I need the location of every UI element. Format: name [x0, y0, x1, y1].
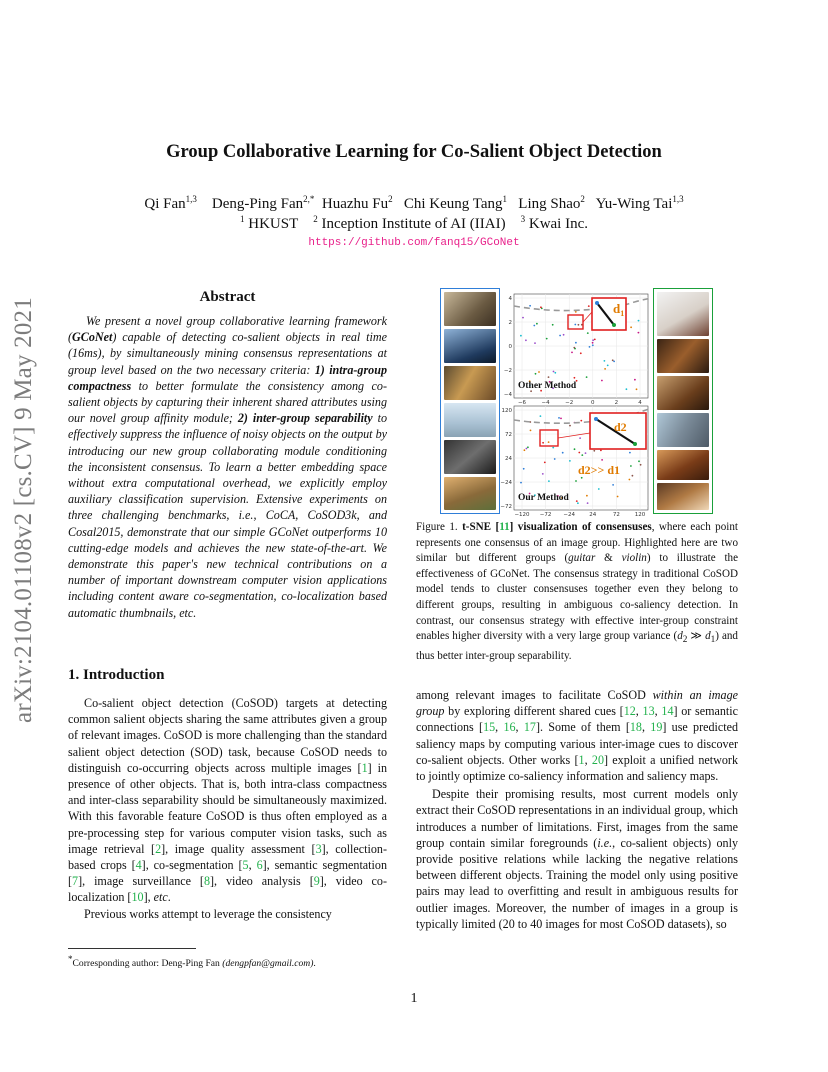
- consensus-point: [574, 448, 576, 450]
- consensus-point: [593, 450, 595, 452]
- consensus-point: [544, 462, 546, 464]
- consensus-point: [540, 306, 542, 308]
- consensus-point: [530, 430, 532, 432]
- guitar-photo-3: [444, 366, 496, 400]
- consensus-point: [538, 371, 540, 373]
- d2-label: d2: [614, 420, 627, 434]
- consensus-point: [581, 454, 583, 456]
- consensus-point: [563, 334, 565, 336]
- intro-heading: 1. Introduction: [68, 667, 165, 683]
- guitar-photo-5: [444, 440, 496, 474]
- consensus-point: [638, 460, 640, 462]
- consensus-point: [577, 502, 579, 504]
- x-tick-label: −120: [514, 512, 530, 516]
- consensus-point: [612, 359, 614, 361]
- figure-1-caption: Figure 1. t-SNE [11] visualization of consensuses, where each point represents one consensus of an image group. Highlighted here are two similar but different groups (guitar & violin) to illustrate the effectiveness of GCoNet. The consensus strategy in traditional CoSOD model tends to cluster consensuses together even they belong to different groups, resulting in ambiguous co-saliency detection. In contrast, our consensus strategy with effective inter-group constraint enables higher diversity with a very large group variance ($d_2$ ≫ $d_1$) and thus better inter-group separability.: [416, 521, 739, 662]
- x-tick-label: 72: [612, 512, 620, 516]
- d1-label: $d_1$: [613, 301, 625, 318]
- consensus-point: [574, 377, 576, 379]
- consensus-point: [522, 317, 524, 319]
- our-method-label: Our Method: [518, 493, 569, 503]
- paper-title: Group Collaborative Learning for Co-Salient Object Detection: [166, 142, 662, 162]
- intro-paragraph-2: Previous works attempt to leverage the consistency: [84, 906, 332, 921]
- abstract-body: [68, 313, 387, 621]
- consensus-point: [629, 452, 631, 454]
- consensus-point: [542, 473, 544, 475]
- violin-photo-1: [657, 292, 709, 336]
- consensus-point: [548, 480, 550, 482]
- consensus-point: [542, 442, 544, 444]
- consensus-point: [569, 460, 571, 462]
- consensus-point: [636, 388, 638, 390]
- consensus-point: [559, 335, 561, 337]
- consensus-point: [578, 324, 580, 326]
- y-tick-label: 0: [508, 344, 512, 350]
- consensus-point: [548, 376, 550, 378]
- intro-right-column: [416, 687, 738, 932]
- consensus-point: [629, 479, 631, 481]
- consensus-point: [588, 305, 590, 307]
- abstract-paragraph: We present a novel group collaborative learning framework (GCoNet) capable of detecting co-salient objects in real time (16ms), by simultaneously mining consensus representations at group level based on the two necessary criteria: 1) intra-group compactness to better formulate the consistency among co-salient objects by capturing their inherent shared attributes using our novel group affinity module; 2) inter-group separability to effectively suppress the influence of noisy objects on the output by introducing our new group collaborating module conditioning the inconsistent consensus. To learn a better embedding space without extra computational overhead, we explicitly employ auxiliary classification supervision. Extensive experiments on three challenging benchmarks, i.e., CoCA, CoSOD3k, and Cosal2015, demonstrate that our simple GCoNet outperforms 10 cutting-edge models and achieves the new state-of-the-art. We demonstrate this paper's new technical contributions on a number of important downstream computer vision applications including content aware co-segmentation, co-localization based automatic thumbnails, etc.: [68, 314, 387, 620]
- x-tick-label: 4: [638, 400, 642, 406]
- page-number: 1: [410, 991, 418, 1006]
- consensus-point: [594, 339, 596, 341]
- consensus-point: [554, 372, 556, 374]
- consensus-point: [592, 342, 594, 344]
- d1-endpoint-green: [612, 323, 616, 327]
- consensus-point: [604, 360, 606, 362]
- violin-photo-3: [657, 376, 709, 410]
- consensus-point: [592, 344, 594, 346]
- tsne-plots: [500, 288, 653, 516]
- consensus-point: [536, 323, 538, 325]
- consensus-point: [613, 361, 615, 363]
- consensus-point: [586, 376, 588, 378]
- consensus-point: [553, 371, 555, 373]
- violin-photo-5: [657, 450, 709, 480]
- consensus-point: [626, 388, 628, 390]
- consensus-point: [562, 452, 564, 454]
- y-tick-label: 120: [501, 408, 512, 414]
- guitar-photo-6: [444, 477, 496, 510]
- consensus-point: [589, 346, 591, 348]
- x-tick-label: −24: [563, 512, 576, 516]
- x-tick-label: 24: [589, 512, 597, 516]
- consensus-point: [548, 441, 550, 443]
- consensus-point: [520, 482, 522, 484]
- y-tick-label: 4: [508, 296, 512, 302]
- consensus-point: [569, 425, 571, 427]
- consensus-point: [571, 352, 573, 354]
- consensus-point: [533, 325, 535, 327]
- figure-1: [440, 288, 716, 516]
- consensus-point: [630, 326, 632, 328]
- guitar-photo-4: [444, 403, 496, 437]
- d2-endpoint-blue: [594, 417, 598, 421]
- x-tick-label: −2: [565, 400, 574, 406]
- consensus-point: [598, 488, 600, 490]
- abstract-heading: Abstract: [199, 289, 256, 305]
- violin-photo-6: [657, 483, 709, 510]
- consensus-point: [534, 342, 536, 344]
- consensus-point: [576, 500, 578, 502]
- consensus-point: [540, 415, 542, 417]
- consensus-point: [526, 448, 528, 450]
- consensus-point: [529, 305, 531, 307]
- consensus-point: [573, 347, 575, 349]
- consensus-point: [617, 496, 619, 498]
- consensus-point: [581, 477, 583, 479]
- consensus-point: [604, 368, 606, 370]
- consensus-point: [587, 502, 589, 504]
- consensus-point: [601, 459, 603, 461]
- y-tick-label: 2: [508, 320, 512, 326]
- arxiv-stamp: arXiv:2104.01108v2 [cs.CV] 9 May 2021: [10, 297, 37, 723]
- footnote-rule: [68, 948, 196, 949]
- x-tick-label: 120: [634, 512, 646, 516]
- x-tick-label: −72: [539, 512, 552, 516]
- d2-gg-d1-label: d2>> d1: [578, 463, 621, 477]
- y-tick-label: −2: [503, 368, 512, 374]
- x-tick-label: 0: [591, 400, 595, 406]
- consensus-point: [523, 468, 525, 470]
- intro-paragraph-3: among relevant images to facilitate CoSOD within an image group by exploring different shared cues [12, 13, 14] or semantic connections [15, 16, 17]. Some of them [18, 19] use predicted saliency maps by computing various inter-image cues to discover co-salient objects. Other works [1, 20] exploit a unified network to jointly optimize co-saliency information and saliency maps.: [416, 688, 739, 784]
- consensus-point: [575, 311, 577, 313]
- d2-endpoint-green: [633, 442, 637, 446]
- intro-paragraph-1: Co-salient object detection (CoSOD) targets at detecting common salient objects sharing the same attributes given a group of relevant images. CoSOD is more challenging than the standard salient object detection (SOD) task, because CoSOD needs to distinguish co-occurring objects across multiple images [1] in presence of other objects. That is, both intra-class compactness and inter-class separability should be simultaneously maximized. With this favorable feature CoSOD is thus often employed as a pre-processing step for various computer vision tasks, such as image retrieval [2], image quality assessment [3], collection-based crops [4], co-segmentation [5, 6], semantic segmentation [7], image surveillance [8], video analysis [9], video co-localization [10], etc.: [68, 696, 387, 905]
- other-method-label: Other Method: [518, 381, 577, 391]
- intro-left-column: [68, 695, 387, 922]
- consensus-point: [632, 475, 634, 477]
- consensus-point: [574, 324, 576, 326]
- guitar-photo-2: [444, 329, 496, 363]
- consensus-point: [630, 465, 632, 467]
- consensus-point: [640, 464, 642, 466]
- consensus-point: [535, 373, 537, 375]
- guitar-photo-1: [444, 292, 496, 326]
- footnote: *Corresponding author: Deng-Ping Fan (dengpfan@gmail.com).: [68, 954, 316, 970]
- consensus-point: [634, 379, 636, 381]
- consensus-point: [585, 452, 587, 454]
- violin-photo-4: [657, 413, 709, 447]
- y-tick-label: −24: [500, 480, 512, 486]
- consensus-point: [527, 446, 529, 448]
- d1-endpoint-blue: [595, 301, 599, 305]
- tsne-our-method-plot: [500, 406, 652, 516]
- intro-paragraph-4: Despite their promising results, most current models only extract their CoSOD representations in an individual group, which introduces a number of limitations. First, images from the same group contain similar foregrounds (i.e., co-salient objects) only provide positive relations while lacking the negative relations between different objects. Training the model only using positive pairs may lead to overfitting and result in ambiguous results for outlier images. Moreover, the number of images in a group is typically limited (20 to 40 images for most CoSOD datasets), so: [416, 787, 738, 931]
- consensus-point: [560, 418, 562, 420]
- consensus-point: [579, 437, 581, 439]
- consensus-point: [580, 352, 582, 354]
- author-list: Qi Fan$^{1,3}$ Deng-Ping Fan$^{2,*}$ Huazhu Fu$^2$ Chi Keung Tang$^1$ Ling Shao$^2$ Yu-Wing Tai$^{1,3}$: [144, 194, 684, 212]
- violin-photo-2: [657, 339, 709, 373]
- consensus-point: [592, 339, 594, 341]
- consensus-point: [638, 332, 640, 334]
- consensus-point: [578, 452, 580, 454]
- consensus-point: [525, 339, 527, 341]
- consensus-point: [612, 484, 614, 486]
- tsne-other-method-plot: [504, 294, 652, 406]
- x-tick-label: −4: [541, 400, 550, 406]
- x-tick-label: −6: [517, 400, 527, 406]
- consensus-point: [607, 365, 609, 367]
- y-tick-label: −72: [500, 504, 512, 510]
- consensus-point: [601, 380, 603, 382]
- consensus-point: [546, 338, 548, 340]
- consensus-point: [580, 420, 582, 422]
- affiliations: $^1$ HKUST $^2$ Inception Institute of AI (IIAI) $^3$ Kwai Inc.: [239, 214, 589, 232]
- consensus-point: [587, 332, 589, 334]
- y-tick-label: 24: [505, 456, 512, 462]
- consensus-point: [638, 320, 640, 322]
- y-tick-label: −4: [503, 392, 512, 398]
- consensus-point: [558, 417, 560, 419]
- consensus-point: [520, 335, 522, 337]
- consensus-point: [586, 495, 588, 497]
- consensus-point: [575, 342, 577, 344]
- consensus-point: [552, 324, 554, 326]
- consensus-point: [524, 449, 526, 451]
- code-link[interactable]: https://github.com/fanq15/GCoNet: [308, 237, 520, 249]
- consensus-point: [554, 458, 556, 460]
- consensus-point: [552, 447, 554, 449]
- y-tick-label: 72: [505, 432, 512, 438]
- x-tick-label: 2: [614, 400, 619, 406]
- consensus-point: [575, 480, 577, 482]
